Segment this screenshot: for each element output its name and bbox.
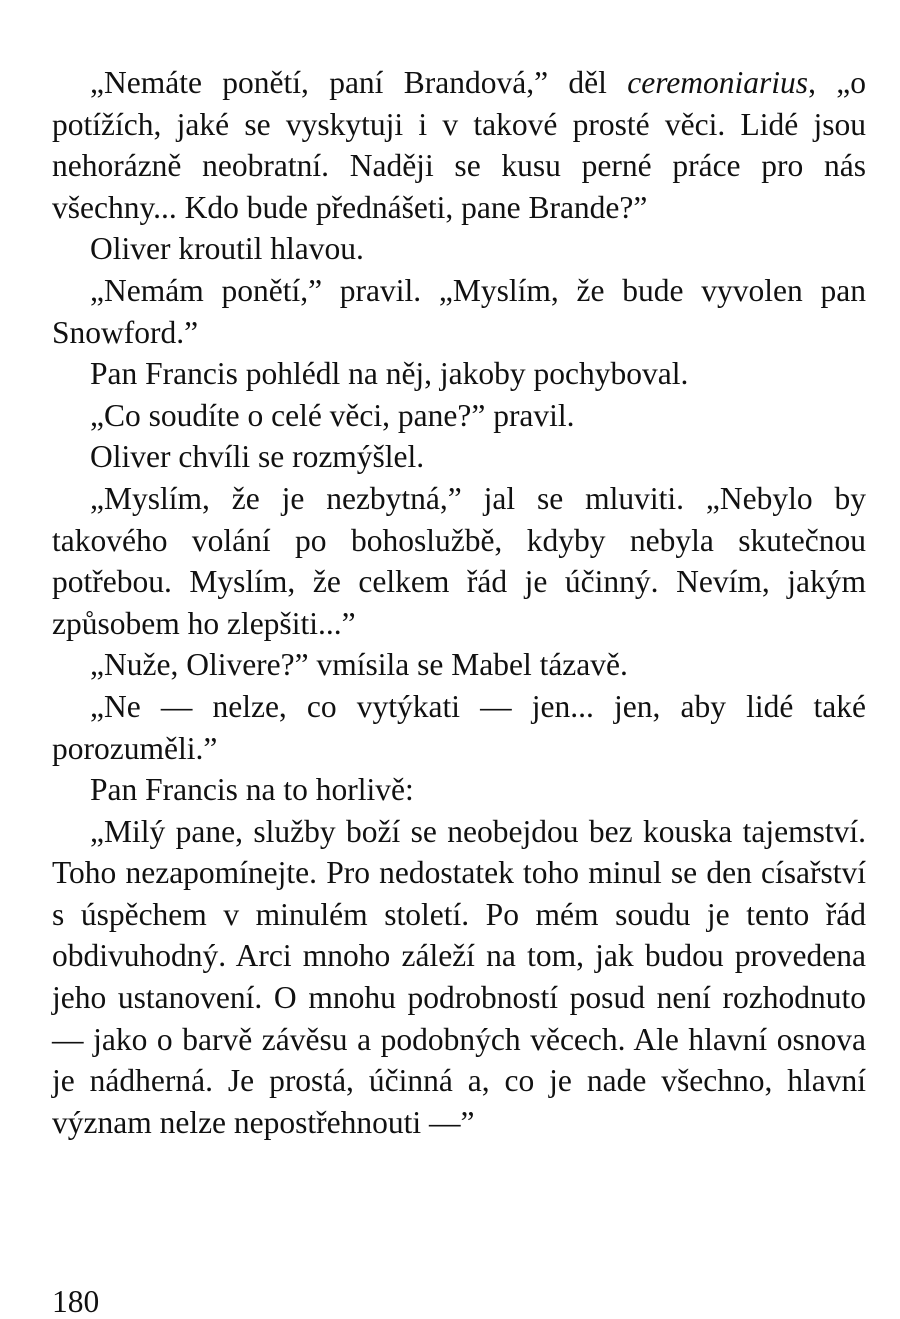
page-number: 180 — [52, 1284, 100, 1319]
paragraph: Pan Francis pohlédl na něj, jakoby pochyboval. — [90, 356, 689, 392]
paragraph: „Ne — nelze, co vytýkati — jen... jen, aby lidé také porozuměli.” — [52, 688, 866, 766]
paragraph: „Milý pane, služby boží se neobejdou bez kouska tajemství. Toho nezapomínejte. Pro nedostatek toho minul se den císařství s úspěchem v minulém století. Po mém soudu je tento řád obdivuhodný. Arci mnoho záleží na tom, jak budou provedena jeho ustanovení. O mnohu podrobností posud není rozhodnuto — jako o barvě závěsu a podobných věcech. Ale hlavní osnova je nádherná. Je prostá, účinná a, co je nade všechno, hlavní význam nelze nepostřehnouti —” — [52, 813, 866, 1140]
paragraph: Oliver chvíli se rozmýšlel. — [90, 439, 425, 475]
paragraph: „Nuže, Olivere?” vmísila se Mabel tázavě. — [90, 647, 628, 683]
paragraph: „Co soudíte o celé věci, pane?” pravil. — [90, 397, 575, 433]
paragraph-text: „Nemáte ponětí, paní Brandová,” děl — [90, 65, 628, 100]
paragraph: „Myslím, že je nezbytná,” jal se mluviti. „Nebylo by takového volání po bohoslužbě, kdyby nebyla skutečnou potřebou. Myslím, že celkem řád je účinný. Nevím, jakým způsobem ho zlepšiti...” — [52, 480, 866, 641]
paragraph — [52, 62, 866, 228]
book-page-text — [52, 62, 866, 1143]
paragraph: Oliver kroutil hlavou. — [90, 231, 364, 267]
paragraph: Pan Francis na to horlivě: — [90, 772, 414, 808]
italic-term: ceremoniarius — [627, 65, 809, 100]
paragraph-text: , „o potížích, jaké se vyskytuji i v takové prosté věci. Lidé jsou nehorázně neobratní. Naději se kusu perné práce pro nás všechny... Kdo bude přednášeti, pane Brande?” — [52, 65, 867, 225]
paragraph: „Nemám ponětí,” pravil. „Myslím, že bude vyvolen pan Snowford.” — [52, 272, 866, 350]
